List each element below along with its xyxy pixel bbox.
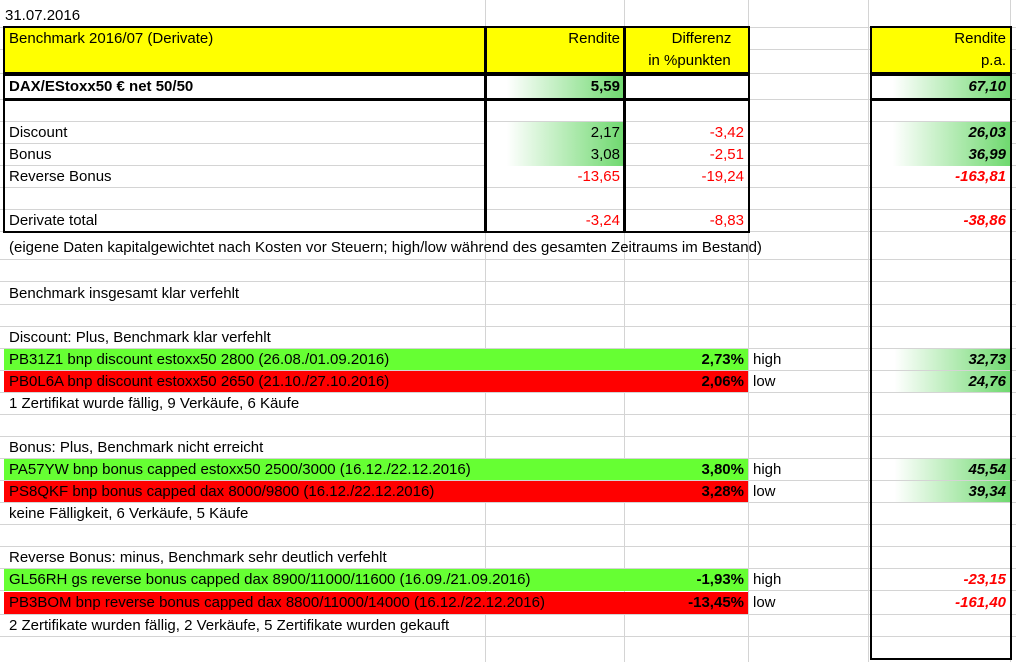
reverse-low-tag: low (753, 594, 776, 611)
bonus-high-tag: high (753, 461, 782, 478)
summary-diff-discount: -3,42 (709, 124, 744, 141)
summary-rendite-discount: 2,17 (486, 122, 624, 144)
header-differenz: Differenz (625, 28, 748, 50)
header-box-rendite (484, 26, 626, 74)
dax-box-label (3, 74, 487, 100)
header-rendite: Rendite (486, 28, 624, 73)
discount-footer: 1 Zertifikat wurde fällig, 9 Verkäufe, 6 Käufe (9, 395, 300, 412)
dax-box-diff (623, 74, 750, 100)
header-box-differenz (623, 26, 750, 74)
summary-label-reverse: Reverse Bonus (9, 168, 112, 185)
summary-box-diff (623, 99, 750, 233)
header-pa-1: Rendite (872, 28, 1010, 50)
date-cell: 31.07.2016 (5, 7, 81, 24)
bonus-low-name: PS8QKF bnp bonus capped dax 8000/9800 (16.12./22.12.2016) (4, 481, 624, 502)
reverse-title: Reverse Bonus: minus, Benchmark sehr deutlich verfehlt (9, 549, 387, 566)
reverse-low-pa: -161,40 (955, 594, 1006, 611)
summary-label-total: Derivate total (9, 212, 98, 229)
reverse-high-pa: -23,15 (963, 571, 1006, 588)
bonus-high-pa: 45,54 (874, 459, 1010, 480)
bonus-high-name: PA57YW bnp bonus capped estoxx50 2500/3000 (16.12./22.12.2016) (4, 459, 624, 480)
summary-label-discount: Discount (9, 124, 68, 141)
summary-label-bonus: Bonus (9, 146, 52, 163)
summary-box-label (3, 99, 487, 233)
summary-diff-total: -8,83 (709, 212, 744, 229)
discount-high-value: 2,73% (624, 349, 748, 370)
bonus-title: Bonus: Plus, Benchmark nicht erreicht (9, 439, 264, 456)
reverse-low-name: PB3BOM bnp reverse bonus capped dax 8800/11000/14000 (16.12./22.12.2016) (4, 592, 624, 614)
discount-high-tag: high (753, 351, 782, 368)
summary-box-rendite (484, 99, 626, 233)
reverse-high-name: GL56RH gs reverse bonus capped dax 8900/11000/11600 (16.09./21.09.2016) (4, 569, 624, 591)
summary-rendite-reverse: -13,65 (577, 168, 620, 185)
summary-rendite-bonus: 3,08 (486, 144, 624, 166)
header-box-label (3, 26, 487, 74)
bonus-low-pa: 39,34 (874, 481, 1010, 502)
summary-rendite-total: -3,24 (585, 212, 620, 229)
discount-high-name: PB31Z1 bnp discount estoxx50 2800 (26.08./01.09.2016) (4, 349, 624, 370)
summary-pa-reverse: -163,81 (955, 168, 1006, 185)
data-note: (eigene Daten kapitalgewichtet nach Kosten vor Steuern; high/low während des gesamten Zeitraums im Bestand) (9, 239, 762, 256)
bonus-high-value: 3,80% (624, 459, 748, 480)
bonus-low-tag: low (753, 483, 776, 500)
dax-box-pa (870, 74, 1012, 100)
summary-pa-discount: 26,03 (872, 122, 1010, 144)
summary-diff-reverse: -19,24 (701, 168, 744, 185)
benchmark-title: Benchmark 2016/07 (Derivate) (4, 28, 485, 50)
bonus-low-value: 3,28% (624, 481, 748, 502)
reverse-footer: 2 Zertifikate wurden fällig, 2 Verkäufe, 5 Zertifikate wurden gekauft (9, 617, 450, 634)
dax-pa: 67,10 (872, 76, 1010, 98)
dax-label: DAX/EStoxx50 € net 50/50 (9, 78, 194, 95)
summary-pa-total: -38,86 (963, 212, 1006, 229)
summary-pa-bonus: 36,99 (872, 144, 1010, 166)
discount-low-name: PB0L6A bnp discount estoxx50 2650 (21.10./27.10.2016) (4, 371, 624, 392)
reverse-high-value: -1,93% (624, 569, 748, 591)
summary-diff-bonus: -2,51 (709, 146, 744, 163)
dax-rendite: 5,59 (486, 76, 624, 98)
benchmark-comment: Benchmark insgesamt klar verfehlt (9, 285, 240, 302)
header-pa-2: p.a. (872, 50, 1010, 73)
discount-low-tag: low (753, 373, 776, 390)
discount-low-pa: 24,76 (874, 371, 1010, 392)
reverse-low-value: -13,45% (624, 592, 748, 614)
header-box-pa (870, 26, 1012, 74)
discount-title: Discount: Plus, Benchmark klar verfehlt (9, 329, 271, 346)
discount-high-pa: 32,73 (874, 349, 1010, 370)
discount-low-value: 2,06% (624, 371, 748, 392)
header-differenz-unit: in %punkten (625, 50, 748, 73)
bonus-footer: keine Fälligkeit, 6 Verkäufe, 5 Käufe (9, 505, 249, 522)
reverse-high-tag: high (753, 571, 782, 588)
dax-box-rendite (484, 74, 626, 100)
